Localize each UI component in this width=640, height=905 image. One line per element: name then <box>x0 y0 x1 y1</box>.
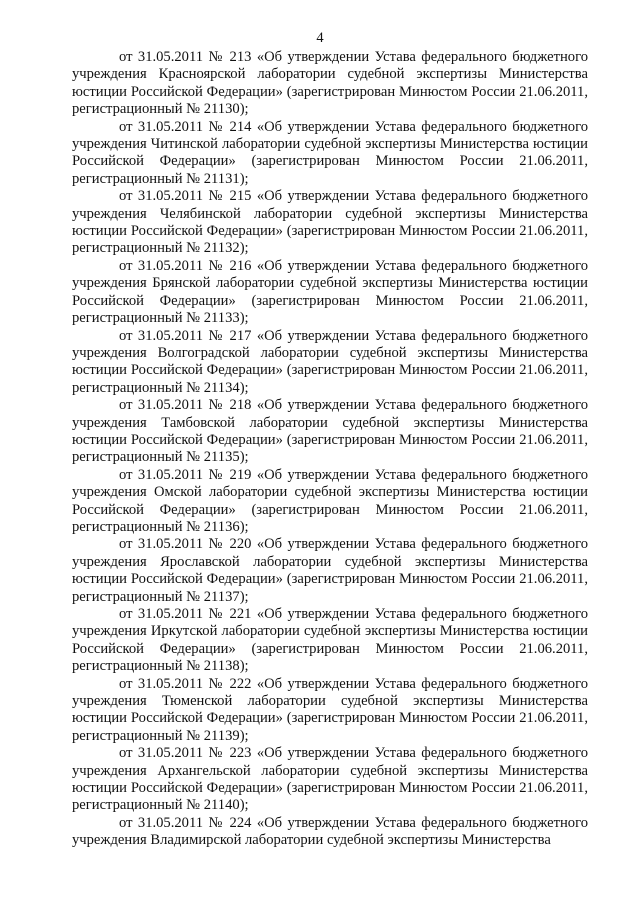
order-entry-219: от 31.05.2011 № 219 «Об утверждении Устава федерального бюджетного учреждения Омской лаборатории судебной экспертизы Министерства юстиции Российской Федерации» (зарегистрирован Минюстом России 21.06.2011, регистрационный № 21136); <box>72 466 588 535</box>
order-entry-218: от 31.05.2011 № 218 «Об утверждении Устава федерального бюджетного учреждения Тамбовской лаборатории судебной экспертизы Министерства юстиции Российской Федерации» (зарегистрирован Минюстом России 21.06.2011, регистрационный № 21135); <box>72 397 588 466</box>
order-entry-216: от 31.05.2011 № 216 «Об утверждении Устава федерального бюджетного учреждения Брянской лаборатории судебной экспертизы Министерства юстиции Российской Федерации» (зарегистрирован Минюстом России 21.06.2011, регистрационный № 21133); <box>72 257 588 327</box>
order-entry-213: от 31.05.2011 № 213 «Об утверждении Устава федерального бюджетного учреждения Красноярской лаборатории судебной экспертизы Министерства юстиции Российской Федерации» (зарегистрирован Минюстом России 21.06.2011, регистрационный № 21130); <box>72 49 588 118</box>
order-entry-223: от 31.05.2011 № 223 «Об утверждении Устава федерального бюджетного учреждения Архангельской лаборатории судебной экспертизы Министерства юстиции Российской Федерации» (зарегистрирован Минюстом России 21.06.2011, регистрационный № 21140); <box>72 745 588 814</box>
order-entry-214: от 31.05.2011 № 214 «Об утверждении Устава федерального бюджетного учреждения Читинской лаборатории судебной экспертизы Министерства юстиции Российской Федерации» (зарегистрирован Минюстом России 21.06.2011, регистрационный № 21131); <box>72 118 588 187</box>
order-entry-224: от 31.05.2011 № 224 «Об утверждении Устава федерального бюджетного учреждения Владимирской лаборатории судебной экспертизы Министерства <box>72 814 588 849</box>
page-number: 4 <box>316 30 324 46</box>
order-entry-221: от 31.05.2011 № 221 «Об утверждении Устава федерального бюджетного учреждения Иркутской лаборатории судебной экспертизы Министерства юстиции Российской Федерации» (зарегистрирован Минюстом России 21.06.2011, регистрационный № 21138); <box>72 606 588 675</box>
order-entry-215: от 31.05.2011 № 215 «Об утверждении Устава федерального бюджетного учреждения Челябинской лаборатории судебной экспертизы Министерства юстиции Российской Федерации» (зарегистрирован Минюстом России 21.06.2011, регистрационный № 21132); <box>72 188 588 257</box>
order-entry-220: от 31.05.2011 № 220 «Об утверждении Устава федерального бюджетного учреждения Ярославской лаборатории судебной экспертизы Министерства юстиции Российской Федерации» (зарегистрирован Минюстом России 21.06.2011, регистрационный № 21137); <box>72 536 588 605</box>
order-entry-217: от 31.05.2011 № 217 «Об утверждении Устава федерального бюджетного учреждения Волгоградской лаборатории судебной экспертизы Министерства юстиции Российской Федерации» (зарегистрирован Минюстом России 21.06.2011, регистрационный № 21134); <box>72 327 588 396</box>
order-entry-222: от 31.05.2011 № 222 «Об утверждении Устава федерального бюджетного учреждения Тюменской лаборатории судебной экспертизы Министерства юстиции Российской Федерации» (зарегистрирован Минюстом России 21.06.2011, регистрационный № 21139); <box>72 675 588 744</box>
document-body <box>72 49 588 850</box>
